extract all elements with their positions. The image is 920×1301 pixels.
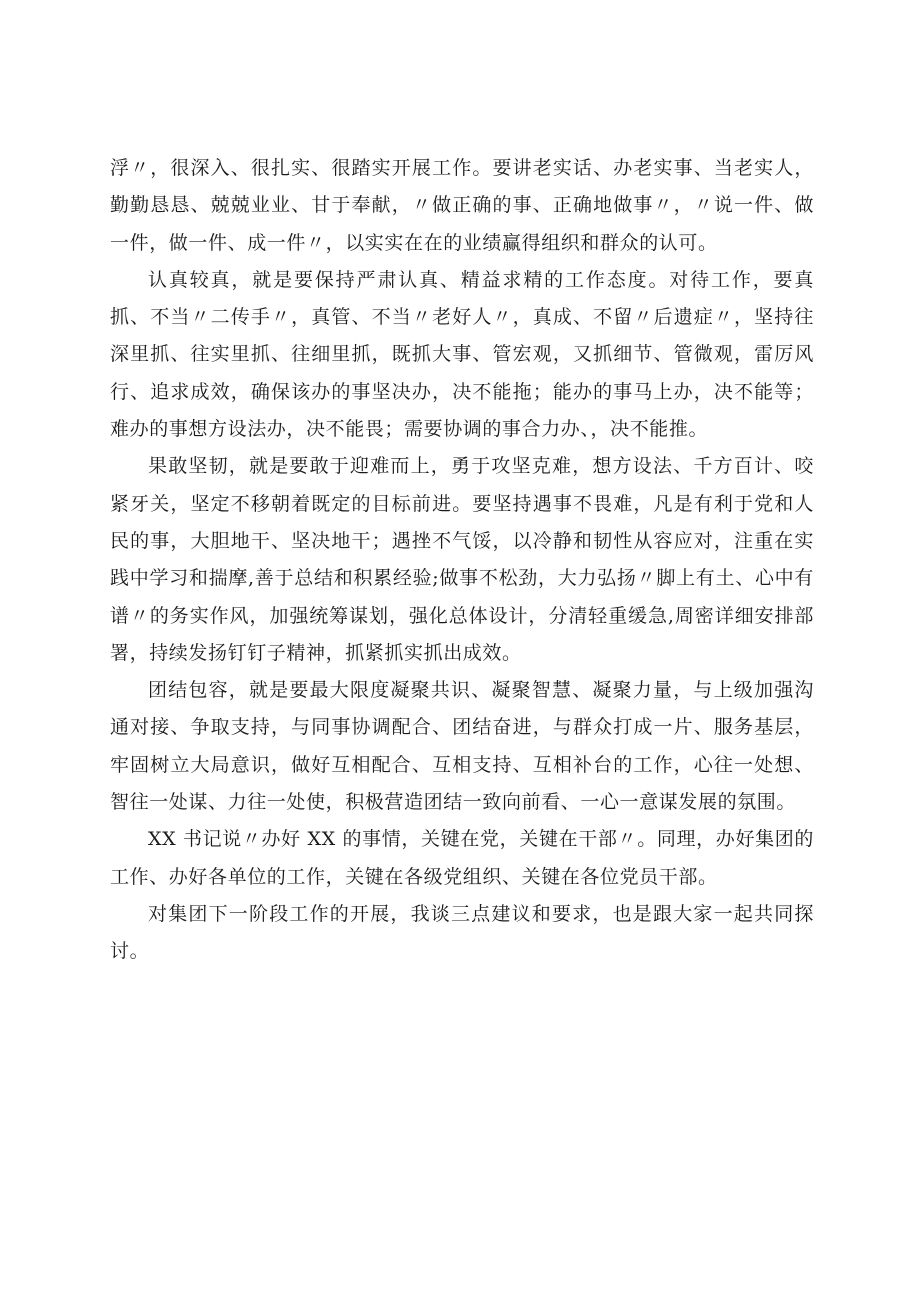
paragraph-resolute: 果敢坚韧，就是要敢于迎难而上，勇于攻坚克难，想方设法、千方百计、咬紧牙关，坚定不移朝着既定的目标前进。要坚持遇事不畏难，凡是有利于党和人民的事，大胆地干、坚决地干；遇挫不气馁，以冷静和韧性从容应对，注重在实践中学习和揣摩,善于总结和积累经验;做事不松劲，大力弘扬〃脚上有土、心中有谱〃的务实作风，加强统筹谋划，强化总体设计，分清轻重缓急,周密详细安排部署，持续发扬钉钉子精神，抓紧抓实抓出成效。 [110,455,814,664]
paragraph-proposal: 对集团下一阶段工作的开展，我谈三点建议和要求，也是跟大家一起共同探讨。 [110,902,814,963]
paragraph-quote: XX 书记说〃办好 XX 的事情，关键在党，关键在干部〃。同理，办好集团的工作、办好各单位的工作，关键在各级党组织、关键在各位党员干部。 [110,828,814,888]
paragraph-continued: 浮〃，很深入、很扎实、很踏实开展工作。要讲老实话、办老实事、当老实人，勤勤恳恳、兢兢业业、甘于奉献，〃做正确的事、正确地做事〃，〃说一件、做一件，做一件、成一件〃，以实实在在的业绩赢得组织和群众的认可。 [110,157,814,254]
document-body [110,150,814,971]
paragraph-unity: 团结包容，就是要最大限度凝聚共识、凝聚智慧、凝聚力量，与上级加强沟通对接、争取支持，与同事协调配合、团结奋进，与群众打成一片、服务基层，牢固树立大局意识，做好互相配合、互相支持、互相补台的工作，心往一处想、智往一处谋、力往一处使，积极营造团结一致向前看、一心一意谋发展的氛围。 [110,679,814,814]
paragraph-earnest: 认真较真，就是要保持严肃认真、精益求精的工作态度。对待工作，要真抓、不当〃二传手〃，真管、不当〃老好人〃，真成、不留〃后遗症〃，坚持往深里抓、往实里抓、往细里抓，既抓大事、管宏观，又抓细节、管微观，雷厉风行、追求成效，确保该办的事坚决办，决不能拖；能办的事马上办，决不能等；难办的事想方设法办，决不能畏；需要协调的事合力办、，决不能推。 [110,268,814,441]
